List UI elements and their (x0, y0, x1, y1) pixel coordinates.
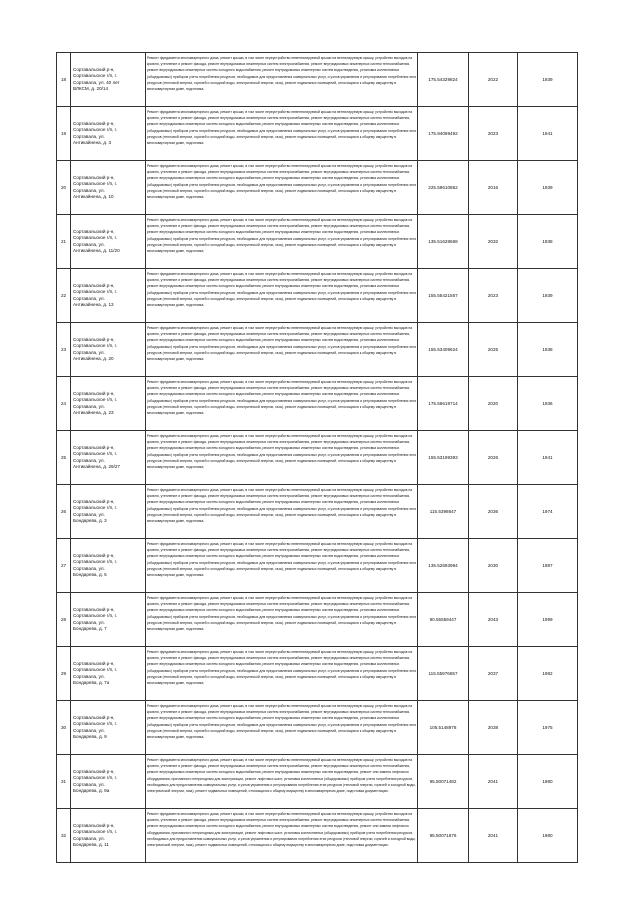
address-line: Сортавальский р-н, (73, 769, 115, 775)
repair-works-text: Ремонт фундамента многоквартирного дома, ремонт крыши, в том числе переустройство невентилируемой крыши на вентилируемую крышу, устройство выходов на кровлю, утепление и ремонт фасада, ремонт внутридомовых инженерных систем электроснабжения, ремонт внутридомовых инженерных систем теплоснабжения, ремонт внутридомовых инженерных систем холодного водоснабжения, ремонт внутридомовых инженерных систем водоотведения, установка коллективных (общедомовых) приборов учета потребления ресурсов, необходимых для предоставления коммунальных услуг, и узлов управления и регулирования потребления этих ресурсов (тепловой энергии, горячей и холодной воды, электрической энергии, газа), ремонт подвальных помещений, относящихся к общему имуществу в многоквартирном доме, подготовка (147, 704, 417, 740)
planned-year-cell: 2032 (469, 215, 518, 269)
area-cell: 225.59610862 (418, 161, 469, 215)
address-line: Антикайнена, д. 10 (73, 193, 114, 199)
table-row (57, 701, 578, 755)
address-line: Сортавала, ул. (73, 781, 105, 787)
row-number-cell: 30 (57, 701, 71, 755)
address-cell (71, 485, 146, 539)
address-line: Сортавальское г/п, г. (73, 613, 118, 619)
repair-works-text: Ремонт фундамента многоквартирного дома, ремонт крыши, в том числе переустройство невентилируемой крыши на вентилируемую крышу, устройство выходов на кровлю, утепление и ремонт фасада, ремонт внутридомовых инженерных систем электроснабжения, ремонт внутридомовых инженерных систем теплоснабжения, ремонт внутридомовых инженерных систем холодного водоснабжения, ремонт внутридомовых инженерных систем водоотведения, установка коллективных (общедомовых) приборов учета потребления ресурсов, необходимых для предоставления коммунальных услуг, и узлов управления и регулирования потребления этих ресурсов (тепловой энергии, горячей и холодной воды, электрической энергии, газа), ремонт подвальных помещений, относящихся к общему имуществу в многоквартирном доме, подготовка (147, 272, 417, 308)
built-year-cell: 1941 (518, 431, 578, 485)
planned-year-cell: 2038 (469, 701, 518, 755)
address-line: Сортавальский р-н, (73, 229, 115, 235)
table-row (57, 215, 578, 269)
address-line: Антикайнена, д. 29/27 (73, 463, 120, 469)
address-cell (71, 377, 146, 431)
built-year-cell: 1938 (518, 323, 578, 377)
repair-works-cell (146, 323, 418, 377)
address-line: Бондарева, д. 7а (73, 679, 110, 685)
row-number-cell: 32 (57, 809, 71, 863)
row-number-cell: 23 (57, 323, 71, 377)
repair-works-cell (146, 809, 418, 863)
address-line: Сортавальский р-н, (73, 337, 115, 343)
repair-works-cell (146, 485, 418, 539)
address-line: Сортавальское г/п, г. (73, 505, 118, 511)
repair-works-cell (146, 647, 418, 701)
address-line: Бондарева, д. 9а (73, 787, 110, 793)
planned-year-cell: 2036 (469, 485, 518, 539)
planned-year-cell: 2043 (469, 593, 518, 647)
address-line: Сортавальское г/п, г. (73, 397, 118, 403)
area-cell: 95.50071482 (418, 755, 469, 809)
address-cell (71, 701, 146, 755)
table-row (57, 269, 578, 323)
repair-works-text: Ремонт фундамента многоквартирного дома, ремонт крыши, в том числе переустройство невентилируемой крыши на вентилируемую крышу, устройство выходов на кровлю, утепление и ремонт фасада, ремонт внутридомовых инженерных систем электроснабжения, ремонт внутридомовых инженерных систем теплоснабжения, ремонт внутридомовых инженерных систем холодного водоснабжения, ремонт внутридомовых инженерных систем водоотведения, ремонт или замена лифтового оборудования, признанного непригодным для эксплуатации, ремонт лифтовых шахт, установка коллективных (общедомовых) приборов учета потребления ресурсов, необходимых для предоставления коммунальных услуг, и узлов управления и регулирования потребления этих ресурсов (тепловой энергии, горячей и холодной воды, электрической энергии, газа), ремонт подвальных помещений, относящихся к общему имуществу в многоквартирном доме, подготовка документации. (147, 758, 416, 794)
planned-year-cell: 2026 (469, 431, 518, 485)
planned-year-cell: 2037 (469, 647, 518, 701)
area-cell: 155.55421567 (418, 269, 469, 323)
address-line: Сортавальское г/п, г. (73, 73, 118, 79)
repair-works-cell (146, 377, 418, 431)
repair-works-text: Ремонт фундамента многоквартирного дома, ремонт крыши, в том числе переустройство невентилируемой крыши на вентилируемую крышу, устройство выходов на кровлю, утепление и ремонт фасада, ремонт внутридомовых инженерных систем электроснабжения, ремонт внутридомовых инженерных систем теплоснабжения, ремонт внутридомовых инженерных систем холодного водоснабжения, ремонт внутридомовых инженерных систем водоотведения, установка коллективных (общедомовых) приборов учета потребления ресурсов, необходимых для предоставления коммунальных услуг, и узлов управления и регулирования потребления этих ресурсов (тепловой энергии, горячей и холодной воды, электрической энергии, газа), ремонт подвальных помещений, относящихся к общему имуществу в многоквартирном доме, подготовка (147, 56, 417, 92)
address-line: Сортавальский р-н, (73, 283, 115, 289)
area-cell: 115.5398647 (418, 485, 469, 539)
row-number-cell: 22 (57, 269, 71, 323)
address-line: Сортавальское г/п, г. (73, 181, 118, 187)
repair-works-cell (146, 431, 418, 485)
area-cell: 115.55976657 (418, 647, 469, 701)
planned-year-cell: 2022 (469, 53, 518, 107)
address-cell (71, 269, 146, 323)
address-line: Антикайнена, д. 3 (73, 139, 112, 145)
address-line: Сортавала, ул. (73, 565, 105, 571)
area-cell: 90.55559447 (418, 593, 469, 647)
address-line: Сортавальский р-н, (73, 499, 115, 505)
table-row (57, 161, 578, 215)
table-row (57, 647, 578, 701)
repair-works-text: Ремонт фундамента многоквартирного дома, ремонт крыши, в том числе переустройство невентилируемой крыши на вентилируемую крышу, устройство выходов на кровлю, утепление и ремонт фасада, ремонт внутридомовых инженерных систем электроснабжения, ремонт внутридомовых инженерных систем теплоснабжения, ремонт внутридомовых инженерных систем холодного водоснабжения, ремонт внутридомовых инженерных систем водоотведения, ремонт или замена лифтового оборудования, признанного непригодным для эксплуатации, ремонт лифтовых шахт, установка коллективных (общедомовых) приборов учета потребления ресурсов, необходимых для предоставления коммунальных услуг, и узлов управления и регулирования потребления этих ресурсов (тепловой энергии, горячей и холодной воды, электрической энергии, газа), ремонт подвальных помещений, относящихся к общему имуществу в многоквартирном доме, подготовка документации. (147, 812, 416, 848)
address-line: Сортавальское г/п, г. (73, 343, 118, 349)
built-year-cell: 1939 (518, 269, 578, 323)
repair-works-cell (146, 215, 418, 269)
built-year-cell: 1975 (518, 701, 578, 755)
repair-works-cell (146, 593, 418, 647)
repair-works-text: Ремонт фундамента многоквартирного дома, ремонт крыши, в том числе переустройство невентилируемой крыши на вентилируемую крышу, устройство выходов на кровлю, утепление и ремонт фасада, ремонт внутридомовых инженерных систем электроснабжения, ремонт внутридомовых инженерных систем теплоснабжения, ремонт внутридомовых инженерных систем холодного водоснабжения, ремонт внутридомовых инженерных систем водоотведения, установка коллективных (общедомовых) приборов учета потребления ресурсов, необходимых для предоставления коммунальных услуг, и узлов управления и регулирования потребления этих ресурсов (тепловой энергии, горячей и холодной воды, электрической энергии, газа), ремонт подвальных помещений, относящихся к общему имуществу в многоквартирном доме, подготовка (147, 596, 417, 632)
address-line: Сортавальское г/п, г. (73, 721, 118, 727)
row-number-cell: 27 (57, 539, 71, 593)
row-number-cell: 28 (57, 593, 71, 647)
address-cell (71, 809, 146, 863)
address-line: Сортавальское г/п, г. (73, 451, 118, 457)
address-cell (71, 647, 146, 701)
address-line: Сортавальский р-н, (73, 715, 115, 721)
row-number-cell: 20 (57, 161, 71, 215)
address-line: Сортавальский р-н, (73, 175, 115, 181)
built-year-cell: 1938 (518, 215, 578, 269)
built-year-cell: 1974 (518, 485, 578, 539)
address-cell (71, 107, 146, 161)
address-line: Сортавальский р-н, (73, 661, 115, 667)
table-row (57, 107, 578, 161)
address-line: Сортавальский р-н, (73, 607, 115, 613)
address-line: Сортавала, ул. (73, 133, 105, 139)
address-line: ВЛКСМ, д. 20/14 (73, 85, 109, 91)
repair-works-text: Ремонт фундамента многоквартирного дома, ремонт крыши, в том числе переустройство невентилируемой крыши на вентилируемую крышу, устройство выходов на кровлю, утепление и ремонт фасада, ремонт внутридомовых инженерных систем электроснабжения, ремонт внутридомовых инженерных систем теплоснабжения, ремонт внутридомовых инженерных систем холодного водоснабжения, ремонт внутридомовых инженерных систем водоотведения, установка коллективных (общедомовых) приборов учета потребления ресурсов, необходимых для предоставления коммунальных услуг, и узлов управления и регулирования потребления этих ресурсов (тепловой энергии, горячей и холодной воды, электрической энергии, газа), ремонт подвальных помещений, относящихся к общему имуществу в многоквартирном доме, подготовка (147, 218, 417, 254)
address-cell (71, 593, 146, 647)
built-year-cell: 1936 (518, 377, 578, 431)
built-year-cell: 1980 (518, 755, 578, 809)
row-number-cell: 31 (57, 755, 71, 809)
planned-year-cell: 2041 (469, 809, 518, 863)
repair-works-text: Ремонт фундамента многоквартирного дома, ремонт крыши, в том числе переустройство невентилируемой крыши на вентилируемую крышу, устройство выходов на кровлю, утепление и ремонт фасада, ремонт внутридомовых инженерных систем электроснабжения, ремонт внутридомовых инженерных систем теплоснабжения, ремонт внутридомовых инженерных систем холодного водоснабжения, ремонт внутридомовых инженерных систем водоотведения, установка коллективных (общедомовых) приборов учета потребления ресурсов, необходимых для предоставления коммунальных услуг, и узлов управления и регулирования потребления этих ресурсов (тепловой энергии, горячей и холодной воды, электрической энергии, газа), ремонт подвальных помещений, относящихся к общему имуществу в многоквартирном доме, подготовка (147, 110, 417, 146)
address-line: Сортавала, ул. (73, 835, 105, 841)
address-cell (71, 161, 146, 215)
row-number-cell: 19 (57, 107, 71, 161)
address-line: Сортавала, ул. (73, 619, 105, 625)
address-line: Бондарева, д. 3 (73, 517, 107, 523)
address-line: Сортавальское г/п, г. (73, 235, 118, 241)
row-number-cell: 21 (57, 215, 71, 269)
table-row (57, 431, 578, 485)
planned-year-cell: 2041 (469, 755, 518, 809)
capital-repair-register-table (56, 52, 578, 863)
address-line: Бондарева, д. 9 (73, 733, 107, 739)
address-line: Сортавала, ул. (73, 673, 105, 679)
address-line: Сортавальский р-н, (73, 121, 115, 127)
repair-works-text: Ремонт фундамента многоквартирного дома, ремонт крыши, в том числе переустройство невентилируемой крыши на вентилируемую крышу, устройство выходов на кровлю, утепление и ремонт фасада, ремонт внутридомовых инженерных систем электроснабжения, ремонт внутридомовых инженерных систем теплоснабжения, ремонт внутридомовых инженерных систем холодного водоснабжения, ремонт внутридомовых инженерных систем водоотведения, установка коллективных (общедомовых) приборов учета потребления ресурсов, необходимых для предоставления коммунальных услуг, и узлов управления и регулирования потребления этих ресурсов (тепловой энергии, горячей и холодной воды, электрической энергии, газа), ремонт подвальных помещений, относящихся к общему имуществу в многоквартирном доме, подготовка (147, 542, 417, 578)
table-body (57, 53, 578, 863)
table-row (57, 593, 578, 647)
repair-works-text: Ремонт фундамента многоквартирного дома, ремонт крыши, в том числе переустройство невентилируемой крыши на вентилируемую крышу, устройство выходов на кровлю, утепление и ремонт фасада, ремонт внутридомовых инженерных систем электроснабжения, ремонт внутридомовых инженерных систем теплоснабжения, ремонт внутридомовых инженерных систем холодного водоснабжения, ремонт внутридомовых инженерных систем водоотведения, установка коллективных (общедомовых) приборов учета потребления ресурсов, необходимых для предоставления коммунальных услуг, и узлов управления и регулирования потребления этих ресурсов (тепловой энергии, горячей и холодной воды, электрической энергии, газа), ремонт подвальных помещений, относящихся к общему имуществу в многоквартирном доме, подготовка (147, 488, 417, 524)
built-year-cell: 1941 (518, 107, 578, 161)
area-cell: 175.54329824 (418, 53, 469, 107)
address-line: Сортавальское г/п, г. (73, 667, 118, 673)
address-line: Сортавала, ул. (73, 241, 105, 247)
row-number-cell: 24 (57, 377, 71, 431)
address-line: Сортавала, ул. 40 лет (73, 79, 120, 85)
row-number-cell: 25 (57, 431, 71, 485)
address-line: Сортавала, ул. (73, 187, 105, 193)
table-row (57, 377, 578, 431)
address-line: Сортавала, ул. (73, 727, 105, 733)
address-cell (71, 431, 146, 485)
table-row (57, 323, 578, 377)
built-year-cell: 1939 (518, 161, 578, 215)
planned-year-cell: 2020 (469, 377, 518, 431)
address-line: Бондарева, д. 7 (73, 625, 107, 631)
built-year-cell: 1939 (518, 53, 578, 107)
repair-works-cell (146, 53, 418, 107)
repair-works-cell (146, 539, 418, 593)
table-row (57, 809, 578, 863)
address-cell (71, 755, 146, 809)
table-row (57, 755, 578, 809)
address-line: Сортавальское г/п, г. (73, 775, 118, 781)
row-number-cell: 26 (57, 485, 71, 539)
register-table-container (56, 52, 568, 863)
address-line: Бондарева, д. 5 (73, 571, 107, 577)
repair-works-text: Ремонт фундамента многоквартирного дома, ремонт крыши, в том числе переустройство невентилируемой крыши на вентилируемую крышу, устройство выходов на кровлю, утепление и ремонт фасада, ремонт внутридомовых инженерных систем электроснабжения, ремонт внутридомовых инженерных систем теплоснабжения, ремонт внутридомовых инженерных систем холодного водоснабжения, ремонт внутридомовых инженерных систем водоотведения, установка коллективных (общедомовых) приборов учета потребления ресурсов, необходимых для предоставления коммунальных услуг, и узлов управления и регулирования потребления этих ресурсов (тепловой энергии, горячей и холодной воды, электрической энергии, газа), ремонт подвальных помещений, относящихся к общему имуществу в многоквартирном доме, подготовка (147, 326, 417, 362)
area-cell: 105.5148978 (418, 701, 469, 755)
address-line: Антикайнена, д. 23 (73, 409, 114, 415)
repair-works-text: Ремонт фундамента многоквартирного дома, ремонт крыши, в том числе переустройство невентилируемой крыши на вентилируемую крышу, устройство выходов на кровлю, утепление и ремонт фасада, ремонт внутридомовых инженерных систем электроснабжения, ремонт внутридомовых инженерных систем теплоснабжения, ремонт внутридомовых инженерных систем холодного водоснабжения, ремонт внутридомовых инженерных систем водоотведения, установка коллективных (общедомовых) приборов учета потребления ресурсов, необходимых для предоставления коммунальных услуг, и узлов управления и регулирования потребления этих ресурсов (тепловой энергии, горячей и холодной воды, электрической энергии, газа), ремонт подвальных помещений, относящихся к общему имуществу в многоквартирном доме, подготовка (147, 434, 417, 470)
address-line: Сортавальский р-н, (73, 67, 115, 73)
planned-year-cell: 2023 (469, 107, 518, 161)
repair-works-cell (146, 701, 418, 755)
area-cell: 175.94069492 (418, 107, 469, 161)
built-year-cell: 1980 (518, 809, 578, 863)
address-line: Сортавальское г/п, г. (73, 289, 118, 295)
repair-works-cell (146, 755, 418, 809)
planned-year-cell: 2016 (469, 161, 518, 215)
area-cell: 135.51628669 (418, 215, 469, 269)
address-line: Бондарева, д. 11 (73, 841, 109, 847)
address-line: Сортавала, ул. (73, 295, 105, 301)
area-cell: 155.53199393 (418, 431, 469, 485)
planned-year-cell: 2030 (469, 539, 518, 593)
planned-year-cell: 2025 (469, 323, 518, 377)
address-line: Сортавальский р-н, (73, 553, 115, 559)
area-cell: 155.53409624 (418, 323, 469, 377)
table-row (57, 485, 578, 539)
built-year-cell: 1999 (518, 593, 578, 647)
area-cell: 95.50071676 (418, 809, 469, 863)
row-number-cell: 29 (57, 647, 71, 701)
area-cell: 175.56619714 (418, 377, 469, 431)
table-row (57, 539, 578, 593)
address-cell (71, 539, 146, 593)
address-cell (71, 323, 146, 377)
repair-works-text: Ремонт фундамента многоквартирного дома, ремонт крыши, в том числе переустройство невентилируемой крыши на вентилируемую крышу, устройство выходов на кровлю, утепление и ремонт фасада, ремонт внутридомовых инженерных систем электроснабжения, ремонт внутридомовых инженерных систем теплоснабжения, ремонт внутридомовых инженерных систем холодного водоснабжения, ремонт внутридомовых инженерных систем водоотведения, установка коллективных (общедомовых) приборов учета потребления ресурсов, необходимых для предоставления коммунальных услуг, и узлов управления и регулирования потребления этих ресурсов (тепловой энергии, горячей и холодной воды, электрической энергии, газа), ремонт подвальных помещений, относящихся к общему имуществу в многоквартирном доме, подготовка (147, 650, 417, 686)
address-line: Антикайнена, д. 11/20 (73, 247, 120, 253)
address-line: Сортавальское г/п, г. (73, 829, 118, 835)
address-line: Сортавальский р-н, (73, 445, 115, 451)
planned-year-cell: 2023 (469, 269, 518, 323)
repair-works-text: Ремонт фундамента многоквартирного дома, ремонт крыши, в том числе переустройство невентилируемой крыши на вентилируемую крышу, устройство выходов на кровлю, утепление и ремонт фасада, ремонт внутридомовых инженерных систем электроснабжения, ремонт внутридомовых инженерных систем теплоснабжения, ремонт внутридомовых инженерных систем холодного водоснабжения, ремонт внутридомовых инженерных систем водоотведения, установка коллективных (общедомовых) приборов учета потребления ресурсов, необходимых для предоставления коммунальных услуг, и узлов управления и регулирования потребления этих ресурсов (тепловой энергии, горячей и холодной воды, электрической энергии, газа), ремонт подвальных помещений, относящихся к общему имуществу в многоквартирном доме, подготовка (147, 164, 417, 200)
address-line: Сортавальский р-н, (73, 823, 115, 829)
address-cell (71, 215, 146, 269)
address-line: Сортавала, ул. (73, 457, 105, 463)
repair-works-text: Ремонт фундамента многоквартирного дома, ремонт крыши, в том числе переустройство невентилируемой крыши на вентилируемую крышу, устройство выходов на кровлю, утепление и ремонт фасада, ремонт внутридомовых инженерных систем электроснабжения, ремонт внутридомовых инженерных систем теплоснабжения, ремонт внутридомовых инженерных систем холодного водоснабжения, ремонт внутридомовых инженерных систем водоотведения, установка коллективных (общедомовых) приборов учета потребления ресурсов, необходимых для предоставления коммунальных услуг, и узлов управления и регулирования потребления этих ресурсов (тепловой энергии, горячей и холодной воды, электрической энергии, газа), ремонт подвальных помещений, относящихся к общему имуществу в многоквартирном доме, подготовка (147, 380, 417, 416)
repair-works-cell (146, 161, 418, 215)
address-line: Антикайнена, д. 20 (73, 355, 114, 361)
address-line: Сортавала, ул. (73, 349, 105, 355)
built-year-cell: 1987 (518, 539, 578, 593)
table-row (57, 53, 578, 107)
address-cell (71, 53, 146, 107)
repair-works-cell (146, 269, 418, 323)
address-line: Сортавала, ул. (73, 511, 105, 517)
address-line: Сортавальское г/п, г. (73, 127, 118, 133)
address-line: Антикайнена, д. 13 (73, 301, 114, 307)
built-year-cell: 1982 (518, 647, 578, 701)
address-line: Сортавальский р-н, (73, 391, 115, 397)
address-line: Сортавала, ул. (73, 403, 105, 409)
address-line: Сортавальское г/п, г. (73, 559, 118, 565)
row-number-cell: 18 (57, 53, 71, 107)
area-cell: 135.52693994 (418, 539, 469, 593)
repair-works-cell (146, 107, 418, 161)
